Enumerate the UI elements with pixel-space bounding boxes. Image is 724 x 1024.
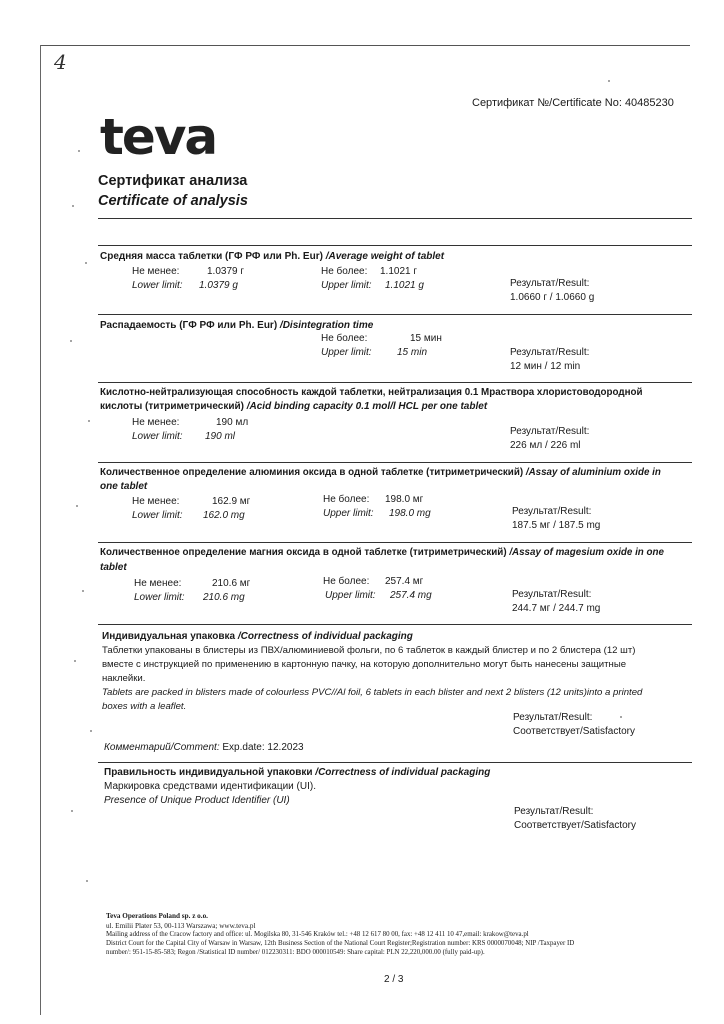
teva-logo: teva (100, 108, 217, 166)
aluminium-min-label-ru: Не менее: (132, 496, 180, 507)
packaging-result-value: Соответствует/Satisfactory (513, 726, 635, 737)
disintegration-title-ru: Распадаемость (ГФ РФ или Ph. Eur) (100, 320, 278, 331)
disintegration-max-value-en: 15 min (397, 347, 428, 358)
disintegration-max-label-ru: Не более: (321, 333, 368, 344)
footer-mailing: Mailing address of the Cracow factory and office: ul. Mogilska 80, 31-546 Kraków tel.: +48 12 617 80 00, fax: +48 12 411 10 47,email: krakow@teva.pl (106, 931, 529, 938)
weight-title-en: /Average weight of tablet (322, 251, 445, 262)
packaging-title-ru: Индивидуальная упаковка (102, 631, 236, 642)
acid-title-line2-en: /Acid binding capacity 0.1 mol/l HCL per one tablet (243, 401, 488, 412)
disintegration-result-label: Результат/Result: (510, 347, 590, 358)
acid-title-line2 (100, 401, 487, 412)
aluminium-result-label: Результат/Result: (512, 506, 592, 517)
magnesium-max-label-en: Upper limit: (325, 590, 376, 601)
scan-speck (78, 150, 80, 152)
footer-court: District Court for the Capital City of Warsaw in Warsaw, 12th Business Section of the National Court Register;Registration number: KRS 0000070048; NIP /Taxpayer ID (106, 940, 575, 947)
magnesium-min-value-en: 210.6 mg (203, 592, 245, 603)
magnesium-title-ru: Количественное определение магния оксида в одной таблетке (титриметрический) (100, 547, 507, 558)
weight-min-value-ru: 1.0379 г (207, 266, 245, 277)
acid-result-label: Результат/Result: (510, 426, 590, 437)
magnesium-title-en: /Assay of magesium oxide in one (506, 547, 664, 558)
aluminium-title-line1 (100, 467, 661, 478)
acid-result-value: 226 мл / 226 ml (510, 440, 581, 451)
packaging-comment (104, 742, 304, 753)
magnesium-max-value-ru: 257.4 мг (385, 576, 424, 587)
title-ru: Сертификат анализа (98, 173, 248, 189)
scan-speck (85, 262, 87, 264)
acid-title-line1: Кислотно-нейтрализующая способность каждой таблетки, нейтрализация 0.1 Мраствора хлористоводородной (100, 387, 643, 398)
marking-en-line: Presence of Unique Product Identifier (UI) (104, 795, 290, 806)
weight-max-value-ru: 1.1021 г (380, 266, 418, 277)
marking-title-ru: Правильность индивидуальной упаковки (104, 767, 313, 778)
scan-speck (71, 810, 73, 812)
aluminium-title-line2: one tablet (100, 481, 148, 492)
header-divider-2 (98, 245, 692, 246)
section-divider-packaging (98, 762, 692, 763)
weight-min-label-en: Lower limit: (132, 280, 183, 291)
magnesium-min-label-en: Lower limit: (134, 592, 185, 603)
packaging-result-label: Результат/Result: (513, 712, 593, 723)
aluminium-result-value: 187.5 мг / 187.5 mg (512, 520, 601, 531)
magnesium-min-label-ru: Не менее: (134, 578, 182, 589)
aluminium-max-value-en: 198.0 mg (389, 508, 431, 519)
aluminium-title-ru: Количественное определение алюминия оксида в одной таблетке (титриметрический) (100, 467, 524, 478)
footer-numbers: number/: 951-15-85-583; Regon /Statistical ID number/ 012230311: BDO 000010549: Share capital: PLN 22,220,000.00 (fully paid-up). (106, 949, 485, 956)
left-border-line (40, 45, 41, 1015)
weight-result-value: 1.0660 г / 1.0660 g (510, 292, 595, 303)
magnesium-max-value-en: 257.4 mg (390, 590, 432, 601)
packaging-ru-line3: наклейки. (102, 673, 146, 684)
aluminium-min-value-en: 162.0 mg (203, 510, 245, 521)
acid-title-line2-ru: кислоты (титриметрический) (100, 401, 244, 412)
handwritten-page-mark: 4 (54, 50, 67, 74)
disintegration-max-value-ru: 15 мин (410, 333, 442, 344)
magnesium-result-value: 244.7 мг / 244.7 mg (512, 603, 601, 614)
magnesium-max-label-ru: Не более: (323, 576, 370, 587)
acid-min-value-ru: 190 мл (216, 417, 249, 428)
section-divider-aluminium (98, 542, 692, 543)
weight-min-value-en: 1.0379 g (199, 280, 238, 291)
packaging-en-line2: boxes with a leaflet. (102, 701, 187, 712)
title-en: Certificate of analysis (98, 193, 248, 209)
magnesium-min-value-ru: 210.6 мг (212, 578, 251, 589)
page-number: 2 / 3 (384, 974, 404, 985)
section-divider-weight (98, 314, 692, 315)
packaging-title (102, 631, 413, 642)
acid-min-value-en: 190 ml (205, 431, 236, 442)
weight-max-label-ru: Не более: (321, 266, 368, 277)
footer-company: Teva Operations Poland sp. z o.o. (106, 912, 208, 920)
footer-address: ul. Emilii Plater 53, 00-113 Warszawa; www.teva.pl (106, 922, 256, 930)
acid-min-label-ru: Не менее: (132, 417, 180, 428)
marking-title-en: /Correctness of individual packaging (312, 767, 491, 778)
weight-max-value-en: 1.1021 g (385, 280, 424, 291)
disintegration-title-en: /Disintegration time (277, 320, 374, 331)
scan-speck (70, 340, 72, 342)
weight-title-ru: Средняя масса таблетки (ГФ РФ или Ph. Eur) (100, 251, 323, 262)
packaging-title-en: /Correctness of individual packaging (235, 631, 413, 642)
disintegration-result-value: 12 мин / 12 min (510, 361, 581, 372)
scan-speck (72, 205, 74, 207)
weight-title (100, 251, 444, 262)
aluminium-max-label-en: Upper limit: (323, 508, 374, 519)
section-divider-magnesium (98, 624, 692, 625)
scan-speck (88, 420, 90, 422)
scan-speck (76, 505, 78, 507)
magnesium-title-line2: tablet (100, 562, 127, 573)
packaging-comment-label: Комментарий/Comment: (104, 742, 220, 753)
disintegration-max-label-en: Upper limit: (321, 347, 372, 358)
packaging-en-line1: Tablets are packed in blisters made of colourless PVC//Al foil, 6 tablets in each blister and next 2 blisters (12 units)into a printed (102, 687, 643, 698)
magnesium-result-label: Результат/Result: (512, 589, 592, 600)
top-border-line (40, 45, 690, 46)
header-divider-1 (98, 218, 692, 219)
scan-speck (82, 590, 84, 592)
magnesium-title-line1 (100, 547, 664, 558)
section-divider-disintegration (98, 382, 692, 383)
marking-title (104, 767, 490, 778)
acid-min-label-en: Lower limit: (132, 431, 183, 442)
aluminium-max-label-ru: Не более: (323, 494, 370, 505)
marking-result-value: Соответствует/Satisfactory (514, 820, 636, 831)
aluminium-min-value-ru: 162.9 мг (212, 496, 251, 507)
weight-min-label-ru: Не менее: (132, 266, 180, 277)
marking-ru-line: Маркировка средствами идентификации (UI). (104, 781, 316, 792)
scan-speck (86, 880, 88, 882)
aluminium-max-value-ru: 198.0 мг (385, 494, 424, 505)
scan-speck (620, 716, 622, 718)
disintegration-title (100, 320, 373, 331)
scan-speck (74, 660, 76, 662)
scan-speck (90, 730, 92, 732)
scan-speck (608, 80, 610, 82)
aluminium-title-en: /Assay of aluminium oxide in (523, 467, 661, 478)
weight-result-label: Результат/Result: (510, 278, 590, 289)
weight-max-label-en: Upper limit: (321, 280, 372, 291)
marking-result-label: Результат/Result: (514, 806, 594, 817)
section-divider-acid (98, 462, 692, 463)
packaging-ru-line2: вместе с инструкцией по применению в картонную пачку, на которую дополнительно могут быть нанесены защитные (102, 659, 627, 670)
aluminium-min-label-en: Lower limit: (132, 510, 183, 521)
packaging-comment-value: Exp.date: 12.2023 (219, 742, 304, 753)
packaging-ru-line1: Таблетки упакованы в блистеры из ПВХ/алюминиевой фольги, по 6 таблеток в каждый блистер и по 2 блистера (12 шт) (102, 645, 636, 656)
certificate-number: Сертификат №/Certificate No: 40485230 (472, 97, 674, 109)
